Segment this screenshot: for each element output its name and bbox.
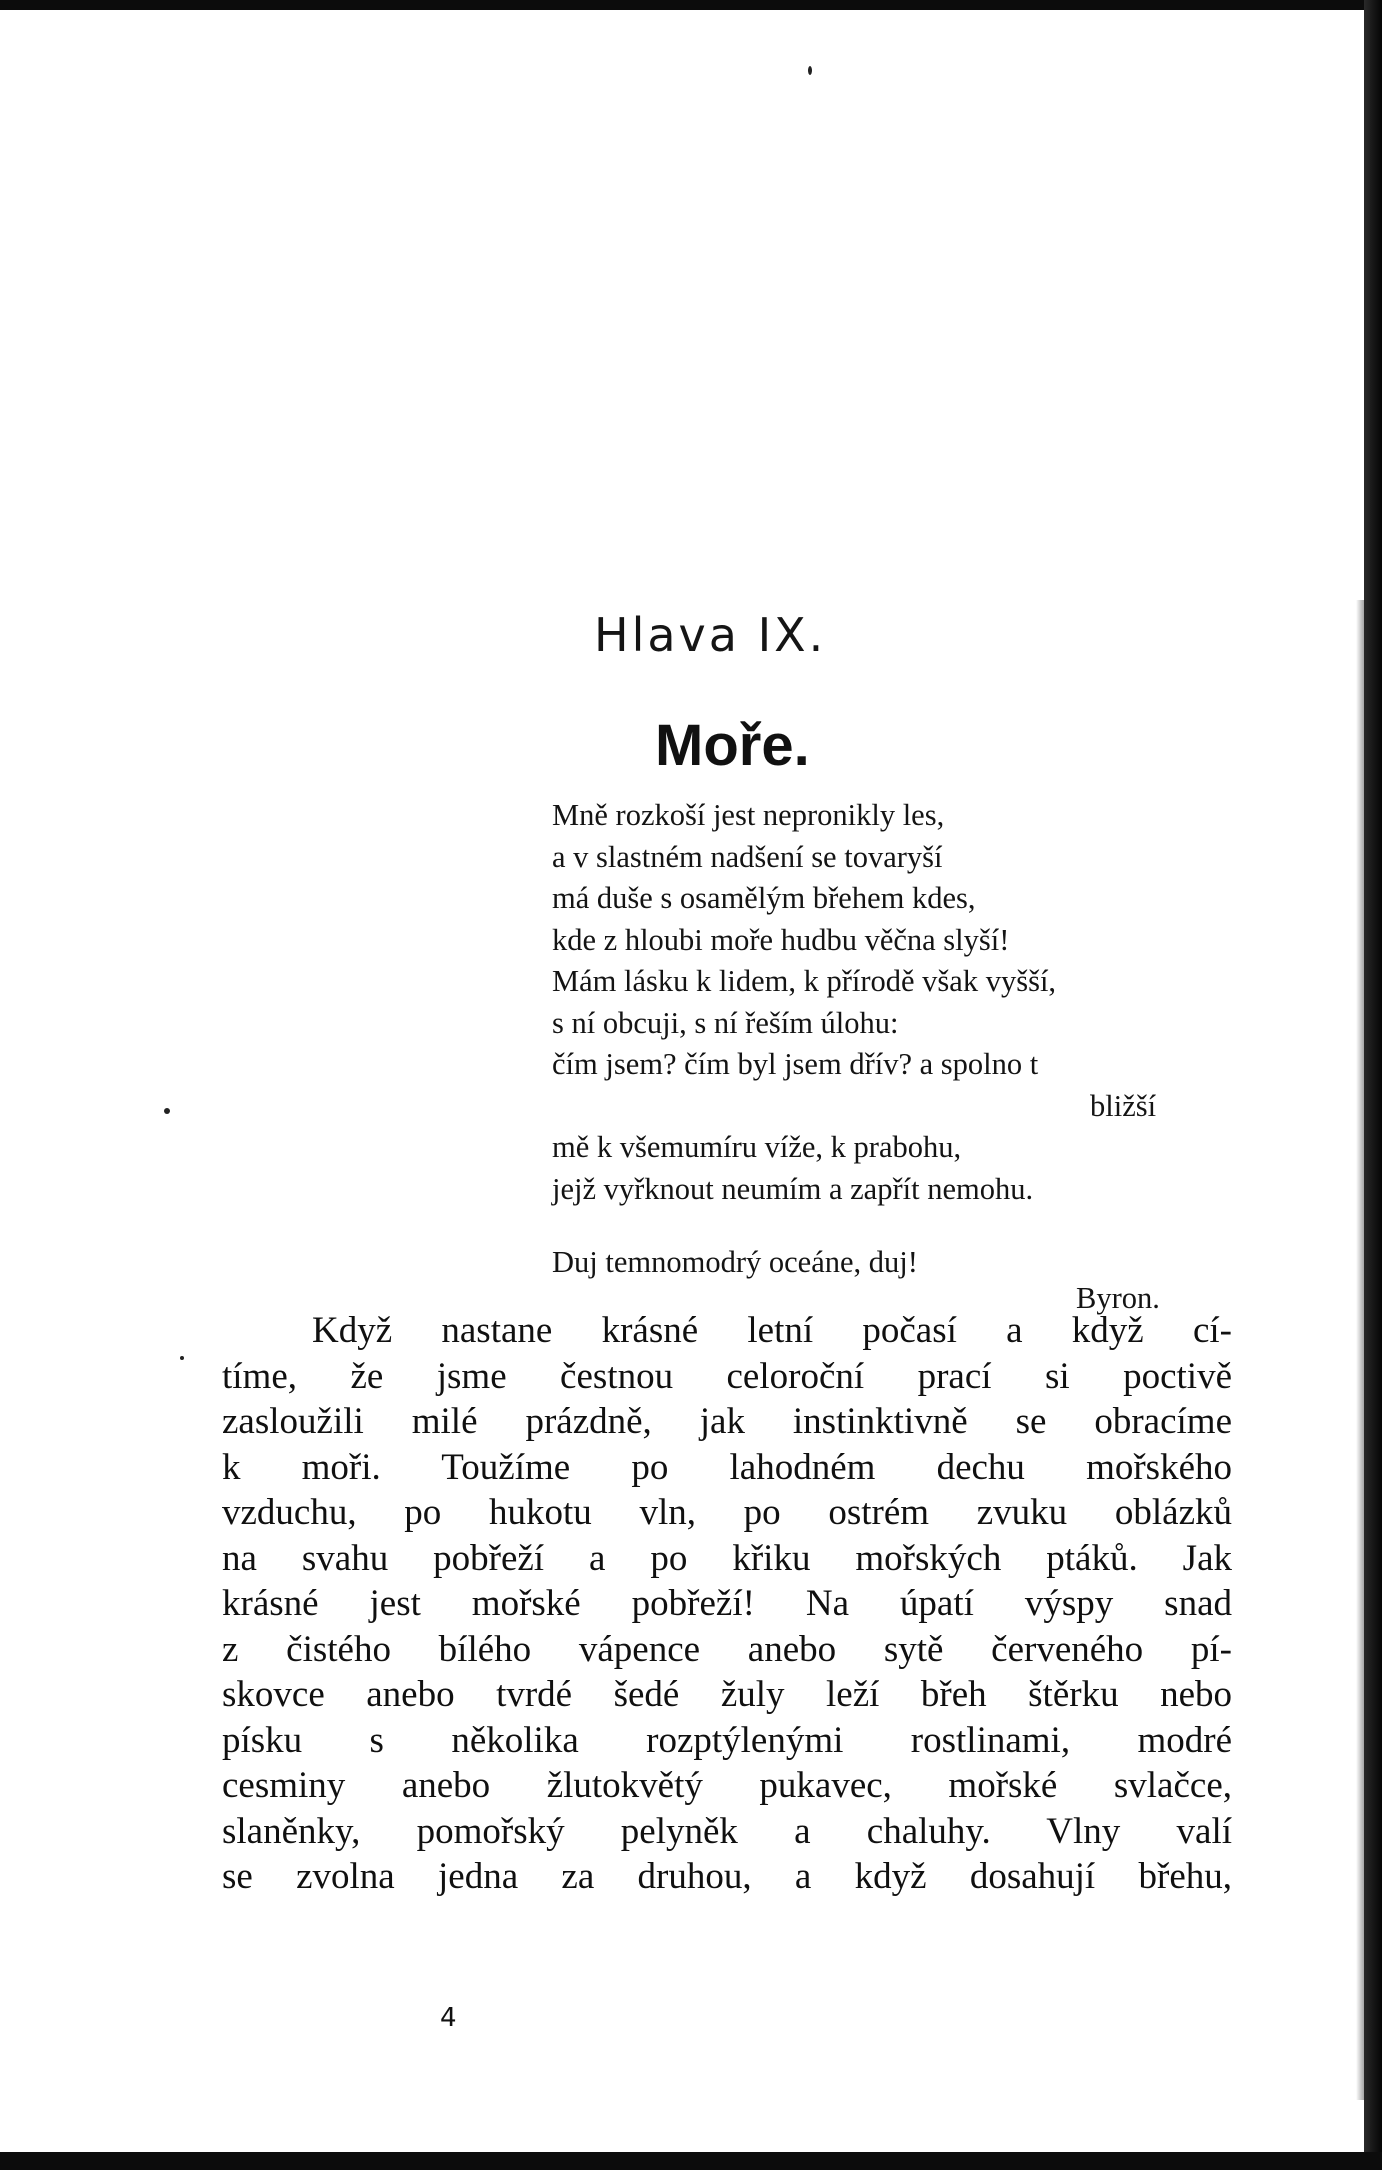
- text-line: na svahu pobřeží a po křiku mořských ptáků. Jak: [222, 1537, 1232, 1579]
- poem-line: s ní obcuji, s ní řeším úlohu:: [552, 1005, 899, 1040]
- text-line: se zvolna jedna za druhou, a když dosahují břehu,: [222, 1856, 1232, 1897]
- text-line: tíme, že jsme čestnou celoroční prací si poctivě: [222, 1355, 1232, 1397]
- body-paragraph: [222, 1308, 1232, 1900]
- text-line: Když nastane krásné letní počasí a když cí-: [312, 1310, 1232, 1351]
- page-bottom-edge: [0, 2152, 1382, 2170]
- epigraph-poem: [552, 795, 1242, 1319]
- print-speck: [808, 66, 812, 75]
- poem-line: má duše s osamělým břehem kdes,: [552, 881, 976, 915]
- text-line: zasloužili milé prázdně, jak instinktivně se obracíme: [222, 1401, 1232, 1442]
- stanza-gap: [552, 1210, 1242, 1242]
- poem-line-continuation: bližší: [1090, 1088, 1157, 1123]
- text-line: krásné jest mořské pobřeží! Na úpatí výspy snad: [222, 1583, 1232, 1624]
- page-gutter-shadow: [1356, 600, 1364, 2100]
- poem-closing-line: Duj temnomodrý oceáne, duj!: [552, 1245, 918, 1279]
- print-speck: [180, 1356, 184, 1360]
- text-line: skovce anebo tvrdé šedé žuly leží břeh štěrku nebo: [222, 1674, 1232, 1715]
- page-top-edge: [0, 0, 1382, 10]
- signature-mark: 4: [440, 2003, 457, 2033]
- text-line: cesminy anebo žlutokvětý pukavec, mořské svlačce,: [222, 1765, 1232, 1806]
- poem-line: Mám lásku k lidem, k přírodě však vyšší,: [552, 964, 1057, 998]
- text-line: z čistého bílého vápence anebo sytě červeného pí-: [222, 1628, 1232, 1670]
- text-line: slaněnky, pomořský pelyněk a chaluhy. Vlny valí: [222, 1810, 1232, 1852]
- text-line: k moři. Toužíme po lahodném dechu mořského: [222, 1446, 1232, 1488]
- text-line: písku s několika rozptýlenými rostlinami, modré: [222, 1719, 1232, 1761]
- chapter-label: Hlava IX.: [594, 608, 827, 662]
- poem-line: mě k všemumíru víže, k prabohu,: [552, 1130, 962, 1164]
- epigraph-attribution: Byron.: [1076, 1280, 1160, 1315]
- page-right-edge: [1364, 0, 1382, 2170]
- poem-line: jejž vyřknout neumím a zapřít nemohu.: [552, 1171, 1034, 1206]
- poem-line: kde z hloubi moře hudbu věčna slyší!: [552, 922, 1010, 957]
- poem-line: Mně rozkoší jest nepronikly les,: [552, 798, 945, 832]
- poem-line: čím jsem? čím byl jsem dřív? a spolno t: [552, 1047, 1039, 1081]
- poem-line: a v slastném nadšení se tovaryší: [552, 839, 943, 874]
- print-speck: [164, 1108, 170, 1114]
- chapter-title: Moře.: [655, 713, 810, 778]
- text-line: vzduchu, po hukotu vln, po ostrém zvuku oblázků: [222, 1492, 1232, 1533]
